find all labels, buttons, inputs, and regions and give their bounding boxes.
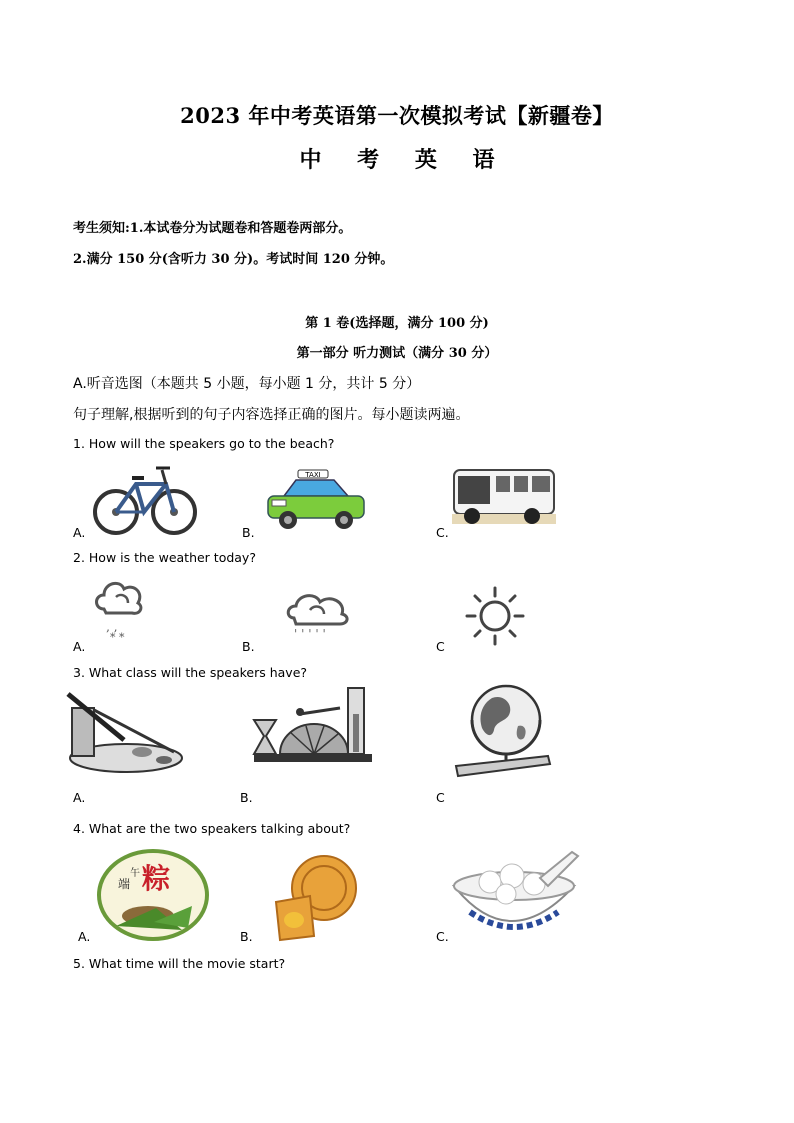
part-a-heading: A.听音选图（本题共 5 小题，每小题 1 分，共计 5 分） (73, 376, 421, 392)
globe-icon (452, 680, 552, 778)
q4-option-c[interactable]: C. (436, 929, 449, 944)
q2-option-a[interactable]: A. (73, 639, 86, 654)
svg-text:' ' ' ' ': ' ' ' ' ' (294, 627, 326, 640)
question-2: 2. How is the weather today? (73, 550, 256, 565)
page-title: 2023 年中考英语第一次模拟考试【新疆卷】 (180, 103, 614, 128)
q4-option-b[interactable]: B. (240, 929, 253, 944)
taxi-icon (262, 468, 370, 532)
mooncake-icon (270, 850, 360, 942)
bicycle-icon (92, 460, 198, 538)
rain-cloud-icon (284, 590, 354, 640)
taxi-sign-text: TAXI (305, 471, 321, 479)
question-1: 1. How will the speakers go to the beach? (73, 436, 335, 451)
q4-option-a[interactable]: A. (78, 929, 91, 944)
snow-cloud-icon (92, 575, 146, 645)
question-3: 3. What class will the speakers have? (73, 665, 308, 680)
q2-option-c[interactable]: C (436, 639, 445, 654)
zongzi-icon (96, 848, 210, 942)
lab-equipment-icon (250, 684, 376, 768)
svg-text:‚ ‚: ‚ ‚ (106, 620, 118, 634)
q1-option-b[interactable]: B. (242, 525, 255, 540)
zongzi-char: 粽 (142, 862, 171, 895)
q1-option-a[interactable]: A. (73, 525, 86, 540)
svg-text:* *: * * (110, 631, 125, 644)
page-subtitle: 中 考 英 语 (299, 147, 509, 173)
wu-char: 午 (130, 868, 140, 879)
question-5: 5. What time will the movie start? (73, 956, 286, 971)
notice-line-2: 2.满分 150 分(含听力 30 分)。考试时间 120 分钟。 (73, 252, 394, 267)
q3-option-a[interactable]: A. (73, 790, 86, 805)
painting-tools-icon (64, 690, 188, 776)
bus-icon (452, 468, 556, 528)
sun-icon (462, 586, 528, 646)
notice-line-1: 考生须知:1.本试卷分为试题卷和答题卷两部分。 (73, 221, 352, 236)
q2-option-b[interactable]: B. (242, 639, 255, 654)
duan-char: 端 (118, 877, 131, 891)
q3-option-b[interactable]: B. (240, 790, 253, 805)
q3-option-c[interactable]: C (436, 790, 445, 805)
tangyuan-icon (450, 846, 580, 944)
part-heading: 第一部分 听力测试（满分 30 分） (296, 346, 498, 361)
instruction-text: 句子理解,根据听到的句子内容选择正确的图片。每小题读两遍。 (73, 407, 470, 423)
volume-heading: 第 1 卷(选择题，满分 100 分) (305, 316, 489, 331)
q1-option-c[interactable]: C. (436, 525, 449, 540)
question-4: 4. What are the two speakers talking about? (73, 821, 351, 836)
